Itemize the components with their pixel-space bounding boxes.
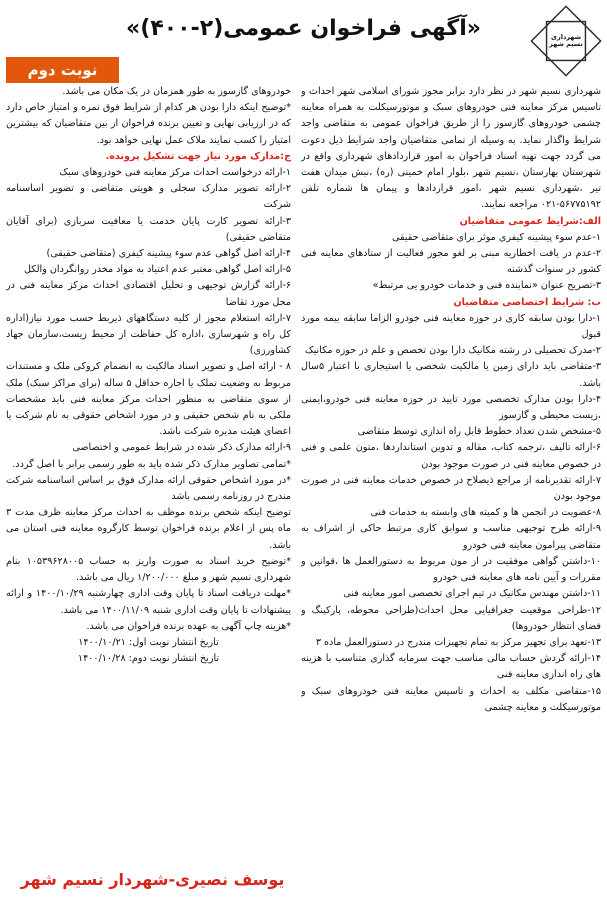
paragraph: ۳-ارائه تصویر کارت پایان خدمت یا معافیت سربازی (برای آقایان متقاضی حقیقی): [6, 215, 291, 243]
right-column: [301, 84, 601, 844]
paragraph: *توضیح اینکه دارا بودن هر کدام از شرایط فوق نمره و امتیاز خاص دارد که در ارزیابی نهایی و تعیین برنده فراخوان از بین متقاضیان که بیشترین امتیاز را کسب نمایند ملاک عمل نهایی خواهد بود.: [6, 102, 291, 146]
signature: یوسف نصیری-شهردار نسیم شهر: [20, 870, 285, 889]
paragraph: ۱-دارا بودن سابقه کاری در حوزه معاینه فنی خودرو الزاما سابقه بیمه مورد قبول: [301, 312, 601, 341]
paragraph: *مهلت دریافت اسناد تا پایان وقت اداری چهارشنبه ۱۴۰۰/۱۰/۲۹ و ارائه پیشنهادات تا پایان وقت اداری شنبه ۱۴۰۰/۱۱/۰۹ می باشد.: [6, 588, 291, 616]
paragraph: *توضیح خرید اسناد به صورت واریز به حساب ۱۰۵۳۹۶۲۸۰۰۵ بنام شهرداری نسیم شهر و مبلغ ۱/۲۰۰/۰۰۰ ریال می باشد.: [6, 555, 291, 584]
page-title: «آگهی فراخوان عمومی(۲-۴۰۰)»: [126, 16, 481, 41]
publish-date: تاریخ انتشار نوبت دوم: ۱۴۰۰/۱۰/۲۸: [77, 653, 220, 665]
paragraph: ۱۲-طراحی موقعیت جغرافیایی محل احداث(طراحی محوطه، پارکینگ و فضای انتظار خودروها): [301, 604, 601, 632]
paragraph: ۱-ارائه درخواست احداث مرکز معاینه فنی خودروهای سبک: [59, 167, 291, 179]
paragraph: ۴-ارائه اصل گواهی عدم سوء پیشینه کیفری (متقاضی حقیقی): [46, 248, 291, 260]
paragraph: *تمامی تصاویر مدارک ذکر شده باید به طور رسمی برابر با اصل گردد.: [12, 458, 291, 470]
paragraph: ۱۰-داشتن گواهی موفقیت در از مون مربوط به دستورالعمل ها ،قوانین و مقررات و آیین نامه های معاینه فنی خودرو: [301, 555, 601, 584]
paragraph: شهرداری نسیم شهر در نظر دارد برابر مجوز شورای اسلامی شهر احداث و تاسیس مرکز معاینه فنی خودروهای سبک و موتورسیکلت به همراه معاینه چشمی خودروهای گازسوز را از طریق فراخوان عمومی به متقاضی واجد شرایط واگذار نماید. به وسیله از تمامی متقاضیان واجد شرایط ذیل دعوت می گردد جهت تهیه اسناد فراخوان به امور قراردادهای شهرداری واقع در شهرستان بهارستان ،نسیم شهر ،بلوار امام خمینی (ره) ،نبش میدان هفت تیر ،شهرداری نسیم شهر ،امور قراردادها و پیمان ها شماره تلفن ۵۶۷۷۵۱۹۲-۰۲۱ مراجعه نمایند.: [301, 86, 601, 211]
municipality-logo: [530, 5, 601, 76]
paragraph: ۱۳-تعهد برای تجهیز مرکز به تمام تجهیزات مندرج در دستورالعمل ماده ۳: [315, 636, 601, 648]
section-heading: الف:شرایط عمومی متقاضیان: [459, 215, 601, 227]
paragraph: *هزینه چاپ آگهی به عهده برنده فراخوان می باشد.: [86, 620, 291, 632]
paragraph: ۹-ارائه طرح توجیهی مناسب و سوابق کاری مرتبط حاکی از اشراف به متقاضی پیرامون معاینه فنی خودرو: [301, 523, 601, 551]
paragraph: ۷-ارائه استعلام مجوز از کلیه دستگاههای ذیربط حسب مورد نیاز(اداره کل راه و شهرسازی ،اداره کل حفاظت از محیط زیست،سازمان جهاد کشاورزی): [6, 312, 291, 357]
paragraph: ۱۴-ارائه گردش حساب مالی مناسب جهت سرمایه گذاری متناسب با هزینه های راه اندازی معاینه فنی: [301, 653, 601, 681]
paragraph: ۱۵-متقاضی مکلف به احداث و تاسیس معاینه فنی خودروهای سبک و موتورسیکلت و معاینه چشمی: [301, 685, 601, 713]
left-column: [6, 84, 291, 844]
section-heading: ب: شرایط اختصاصی متقاضیان: [453, 296, 601, 308]
section-heading: ج:مدارک مورد نیاز جهت تشکیل پرونده.: [105, 150, 291, 162]
paragraph: ۵-ارائه اصل گواهی معتبر عدم اعتیاد به مواد مخدر روانگردان والکل: [24, 264, 291, 276]
paragraph: ۸-عضویت در انجمن ها و کمیته های وابسته به خدمات فنی: [370, 507, 601, 519]
paragraph: توضیح اینکه شخص برنده موظف به احداث مرکز معاینه ظرف مدت ۳ ماه پس از اعلام برنده فراخوان توسط کارگروه معاینه فنی استان می باشد.: [6, 507, 291, 551]
paragraph: ۲-مدرک تحصیلی در رشته مکانیک دارا بودن تخصص و علم در حوزه مکانیک: [305, 345, 601, 357]
paragraph: ۱۱-داشتن مهندس مکانیک در تیم اجرای تخصصی امور معاینه فنی: [343, 588, 601, 600]
round-badge: نوبت دوم: [6, 57, 119, 83]
paragraph: ۷-ارائه تقدیرنامه از مراجع ذیصلاح در خصوص خدمات معاینه فنی در صورت موجود بودن: [301, 474, 601, 503]
paragraph: ۸ - ارائه اصل و تصویر اسناد مالکیت به انضمام کروکی ملک و مستندات مربوط به وضعیت تملک یا اجاره حداقل ۵ ساله (برای مراکز سبک) ملک از سوی متقاضی به منظور احداث مرکز معاینه فنی باید مشخصات ملکی به نام شخص حقیقی و در مورد اشخاص حقوقی به نام شرکت یا اعضای هیئت مدیره شرکت باشد.: [6, 361, 291, 438]
paragraph: خودروهای گازسوز به طور همزمان در یک مکان می باشد.: [62, 86, 291, 97]
paragraph: ۱-عدم سوء پیشینه کیفری موثر برای متقاضی حقیقی: [391, 231, 601, 243]
paragraph: ۳-تصریح عنوان «نماینده فنی و خدمات خودرو یی مرتبط»: [372, 280, 601, 292]
paragraph: ۴-دارا بودن مدارک تخصصی مورد تایید در حوزه معاینه فنی خودرو،ایمنی ،زیست محیطی و گازسوز: [301, 393, 601, 422]
logo-text: شهرداری نسیم شهر: [549, 33, 583, 49]
paragraph: ۹-ارائه مدارک ذکر شده در شرایط عمومی و اختصاصی: [72, 442, 291, 454]
paragraph: ۳-متقاضی باید دارای زمین یا مالکیت شخصی یا استیجاری با اعتبار ۵سال باشد.: [301, 361, 601, 389]
paragraph: ۶-ارائه تالیف ،ترجمه کتاب، مقاله و تدوین استانداردها ،متون علمی و فنی در خصوص معاینه فنی در صورت موجود بودن: [301, 442, 601, 470]
paragraph: ۶-ارائه گزارش توجیهی و تحلیل اقتصادی احداث مرکز معاینه فنی در محل مورد تقاضا: [6, 280, 291, 308]
paragraph: ۵-مشخص شدن تعداد خطوط قابل راه اندازی توسط متقاضی: [357, 426, 601, 438]
publish-date: تاریخ انتشار نوبت اول: ۱۴۰۰/۱۰/۲۱: [78, 636, 219, 648]
paragraph: *در مورد اشخاص حقوقی ارائه مدارک فوق بر اساس اساسنامه شرکت مندرج در روزنامه رسمی باشد: [6, 474, 291, 503]
paragraph: ۲-ارائه تصویر مدارک سجلی و هویتی متقاضی و تصویر اساسنامه شرکت: [6, 183, 291, 211]
paragraph: ۲-عدم در یافت اخطاریه مبنی بر لغو مجوز فعالیت از ستادهای معاینه فنی کشور در سنوات گذشته: [301, 248, 601, 276]
logo-inner-frame: [546, 21, 586, 61]
